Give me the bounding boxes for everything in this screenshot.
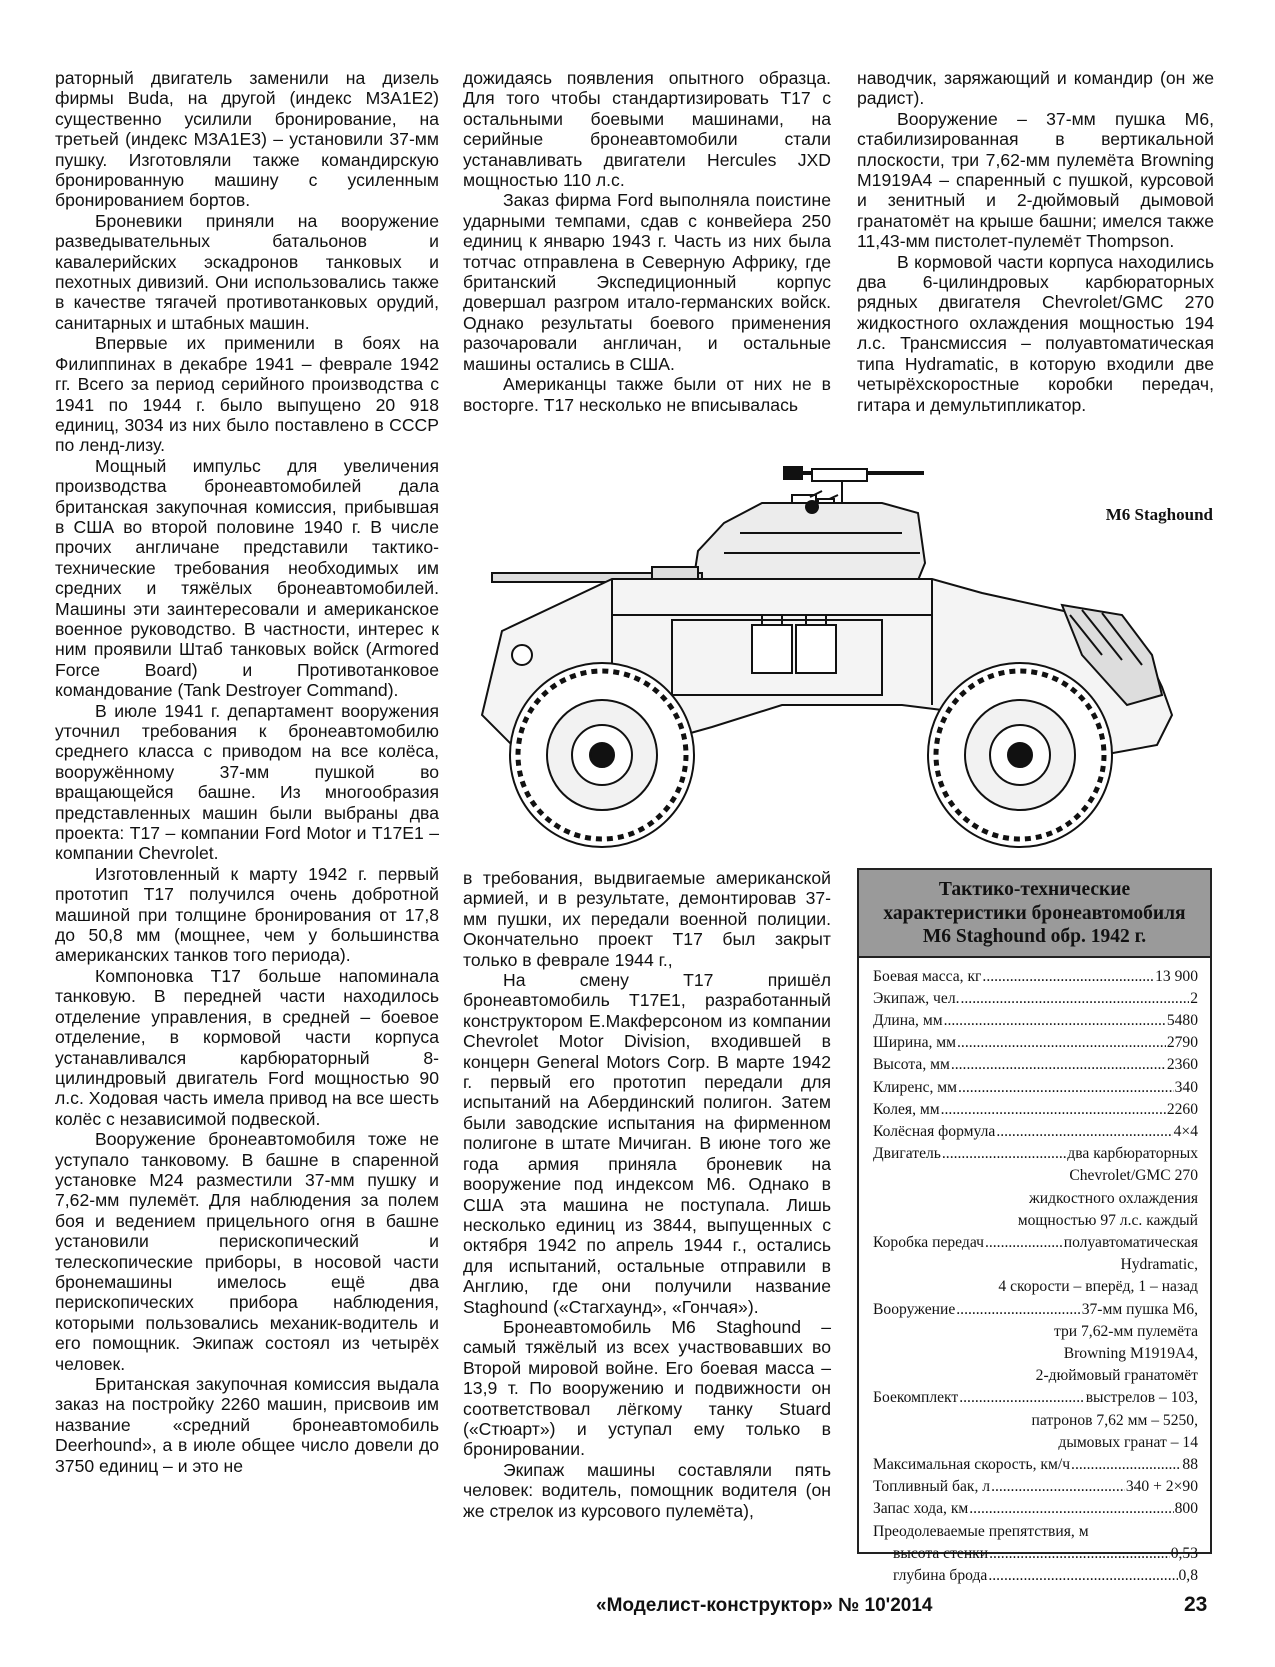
- paragraph: Мощный импульс для увеличения производства бронеавтомобилей дала британская закупочная комиссия, прибывшая в США во второй половине 1940 г. В числе прочих англичане представили тактико-технические требования необходимых им средних и тяжёлых бронеавтомобилей. Машины эти заинтересовали и американское военное руководство. В частности, интерес к ним проявили Штаб танковых войск (Armored Force Board) и Противотанковое командование (Tank Destroyer Command).: [55, 455, 439, 701]
- leader-dots: [989, 1543, 1170, 1565]
- spec-value-continuation: Browning M1919A4,: [1063, 1344, 1198, 1362]
- spec-row: [873, 1143, 1198, 1165]
- leader-dots: [988, 1565, 1177, 1587]
- spec-label: Боевая масса, кг: [873, 967, 982, 985]
- leader-dots: [969, 1498, 1173, 1520]
- leader-dots: [951, 1054, 1166, 1076]
- spec-value-continuation: дымовых гранат – 14: [1058, 1433, 1198, 1451]
- spec-value: 88: [1182, 1455, 1198, 1473]
- spec-body: [859, 958, 1210, 1588]
- spec-value-continuation: 4 скорости – вперёд, 1 – назад: [998, 1278, 1198, 1296]
- leader-dots: [958, 1077, 1174, 1099]
- spec-label: Максимальная скорость, км/ч: [873, 1455, 1071, 1473]
- column-2-bottom: [463, 868, 831, 1521]
- leader-dots: [959, 1387, 1084, 1409]
- spec-value: 2790: [1166, 1034, 1198, 1052]
- spec-value: 0,53: [1170, 1544, 1198, 1562]
- spec-row: [873, 1010, 1198, 1032]
- spec-label: Вооружение: [873, 1300, 956, 1318]
- paragraph: В июле 1941 г. департамент вооружения уточнил требования к бронеавтомобилю среднего класса с приводом на все колёса, вооружённому 37-мм пушкой во вращающейся башне. Из многообразия представленных машин были выбраны два проекта: T17 – компании Ford Motor и T17E1 – компании Chevrolet.: [55, 700, 439, 864]
- leader-dots: [996, 1121, 1172, 1143]
- leader-dots: [942, 1143, 1066, 1165]
- spec-row: [873, 1299, 1198, 1321]
- leader-dots: [956, 1299, 1080, 1321]
- spec-label: Двигатель: [873, 1145, 941, 1163]
- spec-row: [873, 1454, 1198, 1476]
- spec-label: глубина брода: [893, 1566, 988, 1584]
- spec-label: Длина, мм: [873, 1011, 943, 1029]
- spec-label: высота стенки: [893, 1544, 989, 1562]
- leader-dots: [982, 966, 1154, 988]
- spec-table: [857, 868, 1212, 1584]
- spec-row: [873, 1232, 1198, 1254]
- spec-row: [873, 1032, 1198, 1054]
- spec-value: выстрелов – 103,: [1085, 1389, 1198, 1407]
- spec-title-line: Тактико-технические: [938, 879, 1131, 900]
- leader-dots: [961, 988, 1190, 1010]
- paragraph: Компоновка T17 больше напоминала танковую. В передней части находилось отделение управления, в средней – боевое отделение, в кормовой части корпуса устанавливался карбюраторный 8-цилиндровый двигатель Ford мощностью 90 л.с. Ходовая часть имела привод на все шесть колёс с независимой подвеской.: [55, 965, 439, 1129]
- spec-value: 2260: [1166, 1100, 1198, 1118]
- paragraph: Американцы также были от них не в восторге. T17 несколько не вписывалась: [463, 374, 831, 415]
- paragraph: раторный двигатель заменили на дизель фирмы Buda, на другой (индекс M3A1E2) существенно усилили бронирование, на третьей (индекс M3A1E3) – установили 37-мм пушку. Изготовляли также командирскую бронированную машину с усиленным бронированием бортов.: [55, 68, 439, 211]
- spec-row: [873, 1565, 1198, 1587]
- paragraph: в требования, выдвигаемые американской армией, и в результате, демонтировав 37-мм пушки, их передали военной полиции. Окончательно проект T17 был закрыт только в феврале 1944 г.,: [463, 868, 831, 970]
- spec-value-continuation: патронов 7,62 мм – 5250,: [1031, 1411, 1198, 1429]
- spec-label: Высота, мм: [873, 1056, 950, 1074]
- spec-value: 340: [1174, 1078, 1198, 1096]
- paragraph: Изготовленный к марту 1942 г. первый прототип T17 получился очень добротной машиной при толщине бронирования от 17,8 до 50,8 мм (мощнее, чем у большинства американских танков того периода).: [55, 863, 439, 966]
- spec-value-continuation: 2-дюймовый гранатомёт: [1035, 1367, 1198, 1385]
- spec-label: Запас хода, км: [873, 1500, 969, 1518]
- footer-magazine-title: «Моделист-конструктор» № 10'2014: [596, 1595, 933, 1616]
- leader-dots: [944, 1010, 1166, 1032]
- column-3-top: [857, 68, 1214, 415]
- page-number: 23: [1184, 1593, 1208, 1616]
- spec-row: [873, 1498, 1198, 1520]
- paragraph: Броневики приняли на вооружение разведывательных батальонов и кавалерийских эскадронов танковых и пехотных дивизий. Они использовались также в качестве тягачей противотанковых орудий, санитарных и штабных машин.: [55, 210, 439, 333]
- figure-caption: M6 Staghound: [1105, 505, 1213, 524]
- leader-dots: [991, 1476, 1125, 1498]
- leader-dots: [1071, 1454, 1181, 1476]
- spec-value-continuation: Hydramatic,: [1120, 1256, 1198, 1274]
- spec-label: Ширина, мм: [873, 1034, 957, 1052]
- spec-value: 37-мм пушка M6,: [1081, 1300, 1198, 1318]
- spec-label: Клиренс, мм: [873, 1078, 958, 1096]
- spec-row: [873, 988, 1198, 1010]
- spec-title: [859, 870, 1210, 958]
- spec-value: 4×4: [1173, 1122, 1198, 1140]
- spec-row: [873, 966, 1198, 988]
- spec-value: 13 900: [1155, 967, 1198, 985]
- paragraph: Экипаж машины составляли пять человек: водитель, помощник водителя (он же стрелок из курсового пулемёта),: [463, 1459, 831, 1521]
- paragraph: Вооружение бронеавтомобиля тоже не уступало танковому. В башне в спаренной установке M24 разместили 37-мм пушку и 7,62-мм пулемёт. Для наблюдения за полем боя и ведением прицельного огня в башне установили перископический и телескопические приборы, в носовой части бронемашины имелось ещё два перископических прибора наблюдения, которыми пользовались механик-водитель и его помощник. Экипаж состоял из четырёх человек.: [55, 1129, 439, 1374]
- paragraph: Бронеавтомобиль M6 Staghound – самый тяжёлый из всех участвовавших во Второй мировой войне. Его боевая масса – 13,9 т. По вооружению и подвижности он соответствовал лёгкому танку Stuard («Стюарт») и уступал ему только в бронировании.: [463, 1316, 831, 1460]
- spec-value: 5480: [1166, 1011, 1198, 1029]
- spec-value: 2: [1190, 989, 1198, 1007]
- spec-row: [873, 1077, 1198, 1099]
- spec-obstacles-heading: Преодолеваемые препятствия, м: [873, 1522, 1089, 1540]
- spec-label: Боекомплект: [873, 1389, 959, 1407]
- spec-row: [873, 1387, 1198, 1409]
- paragraph: дожидаясь появления опытного образца. Для того чтобы стандартизировать T17 с остальными боевыми машинами, на серийные бронеавтомобили стали устанавливать двигатели Hercules JXD мощностью 110 л.с.: [463, 68, 831, 191]
- spec-value: 800: [1174, 1500, 1198, 1518]
- spec-title-line: характеристики бронеавтомобиля: [883, 902, 1186, 924]
- spec-value-continuation: жидкостного охлаждения: [1028, 1189, 1198, 1207]
- spec-row: [873, 1476, 1198, 1498]
- paragraph: Впервые их применили в боях на Филиппинах в декабре 1941 – феврале 1942 гг. Всего за период серийного производства с 1941 по 1944 г. было выпущено 20 918 единиц, 3034 из них было поставлено в СССР по ленд-лизу.: [55, 333, 439, 456]
- spec-value: два карбюраторных: [1067, 1145, 1198, 1163]
- spec-label: Колёсная формула: [873, 1122, 996, 1140]
- paragraph: Вооружение – 37-мм пушка M6, стабилизированная в вертикальной плоскости, три 7,62-мм пулемёта Browning M1919A4 – спаренный с пушкой, курсовой и зенитный и 2-дюймовый дымовой гранатомёт на крыше башни; имелся также 11,43-мм пистолет-пулемёт Thompson.: [857, 108, 1214, 252]
- spec-value-continuation: три 7,62-мм пулемёта: [1053, 1322, 1198, 1340]
- paragraph: Заказ фирма Ford выполняла поистине ударными темпами, сдав с конвейера 250 единиц к январю 1943 г. Часть из них была тотчас отправлена в Северную Африку, где британский Экспедиционный корпус довершал разгром итало-германских войск. Однако результаты боевого применения разочаровали англичан, и остальные машины остались в США.: [463, 190, 831, 374]
- spec-row: [873, 1054, 1198, 1076]
- leader-dots: [957, 1032, 1166, 1054]
- spec-value-continuation: Chevrolet/GMC 270: [1069, 1167, 1198, 1185]
- spec-label: Топливный бак, л: [873, 1478, 991, 1496]
- column-1: [55, 68, 439, 1476]
- spec-row: [873, 1099, 1198, 1121]
- leader-dots: [941, 1099, 1166, 1121]
- paragraph: Британская закупочная комиссия выдала заказ на постройку 2260 машин, присвоив им название «средний бронеавтомобиль Deerhound», а в июле общее число довели до 3750 единиц – и это не: [55, 1374, 439, 1476]
- paragraph: На смену T17 пришёл бронеавтомобиль T17E1, разработанный конструктором Е.Макферсоном из компании Chevrolet Motor Division, входившей в концерн General Motors Corp. В марте 1942 г. первый его прототип передали для испытаний на Абердинский полигон. Затем были заводские испытания на фирменном полигоне в штате Мичиган. В июне того же года армия приняла броневик на вооружение под индексом M6. Однако в США эта машина не поступала. Лишь несколько единиц из 3844, выпущенных с октября 1942 по апрель 1944 г., остались для испытаний, остальные отправили в Англию, где они получили название Staghound («Стагхаунд», «Гончая»).: [463, 970, 831, 1317]
- spec-label: Колея, мм: [873, 1100, 940, 1118]
- spec-value: 0,8: [1178, 1566, 1198, 1584]
- paragraph: В кормовой части корпуса находились два 6-цилиндровых карбюраторных рядных двигателя Chevrolet/GMC 270 жидкостного охлаждения мощностью 194 л.с. Трансмиссия – полуавтоматическая типа Hydramatic, в которую входили две четырёхскоростные коробки передач, гитара и демультипликатор.: [857, 251, 1214, 415]
- spec-value-continuation: мощностью 97 л.с. каждый: [1017, 1211, 1198, 1229]
- spec-title-line: M6 Staghound обр. 1942 г.: [922, 926, 1147, 947]
- spec-value: 2360: [1166, 1056, 1198, 1074]
- leader-dots: [985, 1232, 1063, 1254]
- spec-value: 340 + 2×90: [1125, 1478, 1198, 1496]
- spec-label: Коробка передач: [873, 1233, 984, 1251]
- spec-row: [873, 1121, 1198, 1143]
- column-2-top: [463, 68, 831, 415]
- spec-value: полуавтоматическая: [1063, 1233, 1198, 1251]
- paragraph: наводчик, заряжающий и командир (он же радист).: [857, 68, 1214, 109]
- spec-row: [873, 1543, 1198, 1565]
- spec-label: Экипаж, чел.: [873, 989, 960, 1007]
